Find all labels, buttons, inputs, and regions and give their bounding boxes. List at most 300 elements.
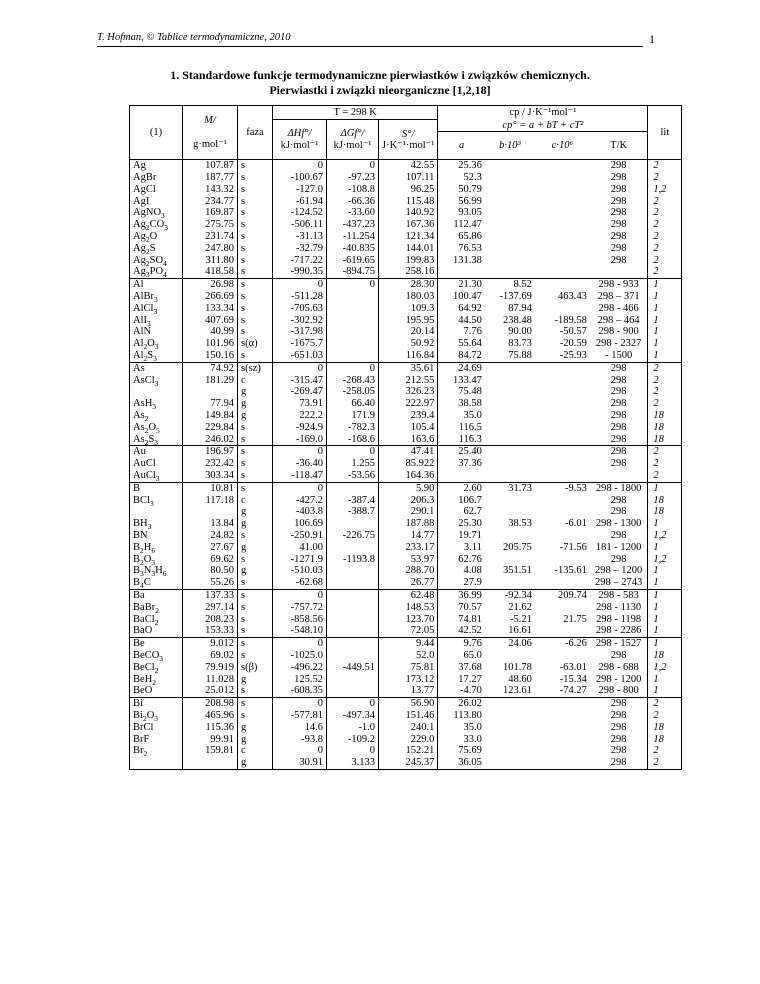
cell-cp-b xyxy=(485,434,535,446)
cell-cp-c: -9.53 xyxy=(535,482,590,494)
cell-cp-a: 62.7 xyxy=(438,506,485,518)
cell-lit-ref: 2 xyxy=(648,231,682,243)
cell-cp-a: 4.08 xyxy=(438,565,485,577)
cell-cp-b: 205.75 xyxy=(503,541,532,553)
cell-t-range: 298 - 583 xyxy=(590,589,648,601)
cell-dg: 1.255 xyxy=(327,458,379,470)
table-header xyxy=(130,106,682,160)
cell-phase: s xyxy=(238,207,273,219)
col-a-header: a xyxy=(438,132,485,160)
cell-cp-c xyxy=(535,422,590,434)
cell-cp-c xyxy=(535,266,590,278)
cell-dg: -226.75 xyxy=(327,530,379,542)
cell-molar-mass: 153.33 xyxy=(183,625,238,637)
cell-t-range: 298 xyxy=(610,530,627,541)
cell-entropy: 167.36 xyxy=(379,219,438,231)
cell-cp-c xyxy=(535,362,590,374)
cell-entropy: 5.90 xyxy=(379,482,438,494)
cell-entropy: 62.48 xyxy=(379,589,438,601)
cell-cp-b: 48.60 xyxy=(508,673,532,685)
cell-cp-c xyxy=(535,698,590,710)
cell-cp-b xyxy=(485,184,535,196)
cell-dg xyxy=(327,625,379,637)
cell-dh: -269.47 xyxy=(273,386,327,398)
col-dg-label: ΔGf°/ xyxy=(340,127,365,139)
cell-cp-c xyxy=(535,577,590,589)
table-row xyxy=(130,160,682,172)
cell-cp-a: 56.99 xyxy=(438,196,485,208)
cell-entropy: 326.23 xyxy=(379,386,438,398)
cell-entropy: 140.92 xyxy=(379,207,438,219)
cell-dh: -93.8 xyxy=(273,734,327,746)
title-line-2: Pierwiastki i związki nieorganiczne [1,2,18] xyxy=(269,83,491,97)
cell-formula: AlCl$_3$ xyxy=(133,302,158,315)
cell-entropy: 195.95 xyxy=(379,315,438,327)
cell-cp-b: 83.73 xyxy=(508,338,532,350)
cell-lit-ref: 18 xyxy=(648,506,682,518)
cell-cp-b xyxy=(485,470,535,482)
cell-cp-c: -15.34 xyxy=(559,673,587,685)
cell-dh: -548.10 xyxy=(273,625,327,637)
cell-cp-b: 351.51 xyxy=(503,565,532,577)
cell-phase: g xyxy=(238,722,273,734)
cell-lit-ref: 1,2 xyxy=(648,530,682,542)
cell-lit-ref: 1 xyxy=(648,279,682,291)
cell-lit-ref: 2 xyxy=(648,207,682,219)
cell-lit-ref: 1 xyxy=(648,577,682,589)
cell-formula: AsCl$_3$ xyxy=(133,374,159,387)
cell-formula: $BH_3$ xyxy=(133,518,152,530)
cell-molar-mass: 24.82 xyxy=(183,530,238,542)
cell-dg: -168.6 xyxy=(327,434,379,446)
cell-phase: s xyxy=(238,638,273,650)
cell-cp-a xyxy=(438,266,485,278)
cell-formula xyxy=(130,757,183,769)
cell-lit-ref: 2 xyxy=(648,196,682,208)
cell-t-range: 298 - 1800 xyxy=(590,482,648,494)
cell-dh: 0 xyxy=(273,589,327,601)
cell-cp-b xyxy=(485,231,535,243)
cell-cp-b: 123.61 xyxy=(503,685,532,697)
cell-cp-a: 112.47 xyxy=(438,219,485,231)
cell-cp-c xyxy=(535,231,590,243)
cell-cp-a: 3.11 xyxy=(438,542,485,554)
cell-lit-ref: 2 xyxy=(648,698,682,710)
cell-phase: s xyxy=(238,589,273,601)
cell-t-range: 298 - 1200 xyxy=(595,673,642,685)
table-row xyxy=(130,434,682,446)
cell-cp-b: 8.52 xyxy=(485,279,535,291)
cell-cp-c: -6.01 xyxy=(565,518,587,530)
cell-phase: g xyxy=(238,734,273,746)
cell-molar-mass: 77.94 xyxy=(183,398,238,410)
cell-dg xyxy=(327,638,379,650)
cp-group-header-2: cp° = a + bT + cT² xyxy=(438,120,648,132)
cell-lit-ref: 1 xyxy=(648,685,682,697)
cell-entropy: 116.84 xyxy=(379,350,438,362)
cell-t-range: 298 xyxy=(610,421,627,433)
cell-lit-ref: 2 xyxy=(648,446,682,458)
cell-cp-a: 52.3 xyxy=(438,172,485,184)
cell-formula: BaCl$_2$ xyxy=(133,613,159,626)
cell-cp-b: 87.94 xyxy=(508,302,532,314)
cell-dh: -124.52 xyxy=(273,207,327,219)
cell-dg: -108.8 xyxy=(327,184,379,196)
cell-entropy: 212.55 xyxy=(379,375,438,387)
cell-cp-c xyxy=(535,243,590,255)
cell-cp-b xyxy=(485,650,535,662)
cell-entropy: 233.17 xyxy=(379,542,438,554)
table-row xyxy=(130,350,682,362)
cell-molar-mass: 181.29 xyxy=(183,375,238,387)
cell-lit-ref: 18 xyxy=(648,722,682,734)
cell-formula: BeCl$_2$ xyxy=(133,661,159,674)
cell-dg: 0 xyxy=(327,279,379,291)
cell-entropy: 14.77 xyxy=(379,530,438,542)
cell-t-range: 298 xyxy=(610,172,627,184)
cell-molar-mass: 69.62 xyxy=(183,554,238,566)
cell-t-range: 298 xyxy=(590,446,648,458)
cell-cp-c: -6.26 xyxy=(535,638,590,650)
cell-dh: -717.22 xyxy=(273,255,327,267)
cell-lit-ref: 1 xyxy=(648,350,682,362)
cell-lit-ref: 1 xyxy=(648,291,682,303)
cell-formula: Ag xyxy=(133,160,146,172)
cell-t-range: 298 xyxy=(610,183,627,195)
cell-cp-a: 42.52 xyxy=(438,625,485,637)
cell-lit-ref: 1 xyxy=(648,303,682,315)
cell-entropy: 56.90 xyxy=(379,698,438,710)
cell-dh: -317.98 xyxy=(273,326,327,338)
cell-molar-mass: 407.69 xyxy=(183,315,238,327)
cell-t-range: 298 xyxy=(610,242,627,254)
table-row xyxy=(130,243,682,255)
cell-formula: BrCl xyxy=(133,721,154,733)
cell-cp-b xyxy=(485,446,535,458)
col-s-label: S°/ xyxy=(402,128,415,140)
cell-lit-ref: 2 xyxy=(648,266,682,278)
cell-dg: -268.43 xyxy=(327,375,379,387)
cell-dh: -608.35 xyxy=(273,685,327,697)
cell-dg: -1.0 xyxy=(327,722,379,734)
table-row xyxy=(130,625,682,637)
cell-t-range: 298 xyxy=(610,254,627,266)
cell-cp-a: 75.69 xyxy=(438,745,485,757)
cell-lit-ref: 18 xyxy=(648,410,682,422)
cell-molar-mass: 231.74 xyxy=(183,231,238,243)
cell-t-range: 298 xyxy=(610,733,627,745)
table-row xyxy=(130,745,682,757)
cell-dg: -619.65 xyxy=(327,255,379,267)
cell-molar-mass: 107.87 xyxy=(183,160,238,172)
cell-formula: BCl$_3$ xyxy=(133,494,154,507)
cell-t-range: 298 xyxy=(610,458,627,470)
cell-dg xyxy=(327,518,379,530)
cell-phase: g xyxy=(238,565,273,577)
cell-dg xyxy=(327,303,379,315)
table-row xyxy=(130,589,682,601)
cell-cp-c xyxy=(535,410,590,422)
cell-formula: $Ag_2SO_4$ xyxy=(133,254,167,267)
cell-molar-mass: 311.80 xyxy=(183,255,238,267)
cell-phase: g xyxy=(238,518,273,530)
cell-cp-c xyxy=(535,745,590,757)
cell-dg: 0 xyxy=(327,446,379,458)
cell-t-range: 298 - 2286 xyxy=(595,625,642,637)
cell-dh: 0 xyxy=(273,482,327,494)
cell-cp-a: 21.30 xyxy=(438,279,485,291)
cell-formula: $Ag_3PO_4$ xyxy=(133,266,167,279)
cell-cp-a: 37.36 xyxy=(438,458,485,470)
cell-phase: s xyxy=(238,303,273,315)
cell-formula: AuCl xyxy=(133,458,156,470)
cell-cp-c xyxy=(535,530,590,542)
col-b-header: b·10³ xyxy=(485,132,535,160)
page-title xyxy=(120,68,640,98)
cell-phase: s(sz) xyxy=(238,362,273,374)
cell-formula: AsH$_3$ xyxy=(133,398,157,411)
cell-cp-a: 65.0 xyxy=(438,650,485,662)
cell-lit-ref: 2 xyxy=(648,458,682,470)
cell-cp-c xyxy=(535,255,590,267)
cell-formula: $B_2H_6$ xyxy=(133,541,156,554)
cell-lit-ref: 1 xyxy=(648,518,682,530)
cell-molar-mass: 40.99 xyxy=(183,326,238,338)
table-row xyxy=(130,410,682,422)
cell-molar-mass: 11.028 xyxy=(183,674,238,686)
cell-entropy: 26.77 xyxy=(379,577,438,589)
table-row xyxy=(130,398,682,410)
cell-formula: $B_3N_3H_6$ xyxy=(133,565,167,578)
cell-cp-b xyxy=(485,734,535,746)
page-header xyxy=(97,32,655,47)
cell-formula: $As_2$ xyxy=(133,410,149,422)
cell-cp-c xyxy=(535,160,590,172)
cell-phase: g xyxy=(238,674,273,686)
table-row xyxy=(130,577,682,589)
cell-phase: s xyxy=(238,470,273,482)
cell-cp-c xyxy=(535,398,590,410)
cell-dg: 171.9 xyxy=(327,410,379,422)
cell-cp-b xyxy=(485,243,535,255)
cell-phase: s xyxy=(238,266,273,278)
cell-lit-ref: 1 xyxy=(648,565,682,577)
cell-cp-c xyxy=(535,710,590,722)
cell-t-range: 298 xyxy=(610,386,627,398)
cell-lit-ref: 2 xyxy=(648,243,682,255)
cell-t-range: 298 xyxy=(610,757,627,769)
cell-molar-mass: 133.34 xyxy=(183,303,238,315)
table-row xyxy=(130,231,682,243)
cell-t-range: 298 xyxy=(610,374,627,386)
cell-lit-ref: 2 xyxy=(648,172,682,184)
cell-cp-a: 93.05 xyxy=(438,207,485,219)
table-row xyxy=(130,482,682,494)
cell-entropy: 245.37 xyxy=(379,757,438,769)
cell-t-range: 298 xyxy=(610,709,627,721)
cell-cp-c: 463.43 xyxy=(558,291,587,303)
cell-t-range: 298 xyxy=(610,231,627,243)
cell-cp-a: 36.05 xyxy=(438,757,485,769)
cell-cp-c xyxy=(535,207,590,219)
cell-cp-a: 113.80 xyxy=(438,710,485,722)
table-body xyxy=(130,160,682,770)
cell-dh: -496.22 xyxy=(273,662,327,674)
cell-cp-c xyxy=(535,219,590,231)
cell-molar-mass: 79.919 xyxy=(183,662,238,674)
cell-cp-c xyxy=(535,506,590,518)
cell-cp-b: -5.21 xyxy=(510,613,532,625)
cell-lit-ref: 2 xyxy=(648,757,682,769)
cell-entropy: 107.11 xyxy=(379,172,438,184)
table-row xyxy=(130,291,682,303)
cell-molar-mass: 196.97 xyxy=(183,446,238,458)
cell-formula: BaO xyxy=(133,625,153,637)
cell-cp-a: 55.64 xyxy=(438,338,485,350)
cell-entropy: 72.05 xyxy=(379,625,438,637)
cell-molar-mass: 80.50 xyxy=(183,565,238,577)
table-row xyxy=(130,422,682,434)
cell-cp-b xyxy=(485,495,535,507)
cell-dh: -577.81 xyxy=(273,710,327,722)
cell-dh: 106.69 xyxy=(273,518,327,530)
cell-entropy: 50.92 xyxy=(379,338,438,350)
cell-cp-c xyxy=(535,495,590,507)
cell-lit-ref: 18 xyxy=(648,650,682,662)
cell-lit-ref: 1,2 xyxy=(648,184,682,196)
cell-dh: -100.67 xyxy=(273,172,327,184)
cell-entropy: 85.922 xyxy=(379,458,438,470)
col-dg-header xyxy=(327,120,379,160)
cell-formula: Al xyxy=(130,279,183,291)
table-row xyxy=(130,207,682,219)
table-row xyxy=(130,172,682,184)
cell-cp-a: 50.79 xyxy=(438,184,485,196)
cell-formula: BeH$_2$ xyxy=(133,673,157,686)
cell-formula: AuCl$_3$ xyxy=(133,470,160,483)
table-row xyxy=(130,734,682,746)
cell-t-range: 298 - 1198 xyxy=(596,613,642,625)
table-row xyxy=(130,495,682,507)
table-row xyxy=(130,638,682,650)
cell-lit-ref: 1,2 xyxy=(648,662,682,674)
cell-dg: -387.4 xyxy=(327,495,379,507)
cell-cp-c xyxy=(535,303,590,315)
cell-dh: -510.03 xyxy=(273,565,327,577)
table-row xyxy=(130,279,682,291)
cell-cp-a: 26.02 xyxy=(438,698,485,710)
cell-molar-mass: 10.81 xyxy=(183,482,238,494)
cell-formula: Be xyxy=(130,638,183,650)
cell-t-range: 298 xyxy=(610,553,627,565)
cell-formula: $Al_2S_3$ xyxy=(133,350,157,363)
cell-lit-ref: 1 xyxy=(648,326,682,338)
cell-molar-mass: 101.96 xyxy=(183,338,238,350)
cell-molar-mass: 99.91 xyxy=(183,734,238,746)
col-t-header: T/K xyxy=(590,132,648,160)
cell-phase: c xyxy=(238,495,273,507)
cell-dg: 0 xyxy=(327,698,379,710)
cell-dh: -169.0 xyxy=(273,434,327,446)
cell-dh: -1025.0 xyxy=(273,650,327,662)
table-row xyxy=(130,196,682,208)
cell-phase: s xyxy=(238,255,273,267)
cell-cp-a: 131.38 xyxy=(438,255,485,267)
cell-cp-b xyxy=(485,577,535,589)
cell-formula: BeO xyxy=(133,685,153,697)
cell-formula: $Bi_2O_3$ xyxy=(133,709,159,722)
cell-dg: -11.254 xyxy=(327,231,379,243)
cell-cp-a: 25.40 xyxy=(438,446,485,458)
cell-dg xyxy=(327,589,379,601)
table-row xyxy=(130,375,682,387)
cell-phase: g xyxy=(238,757,273,769)
cell-cp-a: 2.60 xyxy=(438,482,485,494)
cell-dh: -315.47 xyxy=(273,375,327,387)
cell-cp-b xyxy=(485,219,535,231)
cell-cp-c xyxy=(535,625,590,637)
cell-cp-c xyxy=(535,602,590,614)
cell-phase: s xyxy=(238,172,273,184)
title-line-1: 1. Standardowe funkcje termodynamiczne pierwiastków i związków chemicznych. xyxy=(170,68,590,82)
cell-cp-b: 38.53 xyxy=(508,518,532,530)
cell-entropy: 42.55 xyxy=(379,160,438,172)
table-row xyxy=(130,662,682,674)
cell-lit-ref: 1 xyxy=(648,338,682,350)
cell-dh: -506.11 xyxy=(273,219,327,231)
cell-dh: -1675.7 xyxy=(273,338,327,350)
cell-phase: s xyxy=(238,625,273,637)
cell-t-range: 298 xyxy=(610,219,627,231)
cell-lit-ref: 1 xyxy=(648,674,682,686)
cell-dg: -33.60 xyxy=(327,207,379,219)
cell-dh: -250.91 xyxy=(273,530,327,542)
col-m-header xyxy=(183,106,238,160)
cell-t-range: 298 xyxy=(610,398,627,410)
cell-phase: g xyxy=(238,542,273,554)
cell-cp-c xyxy=(535,554,590,566)
cell-dh: -427.2 xyxy=(273,495,327,507)
table-row xyxy=(130,674,682,686)
cell-phase: s(β) xyxy=(238,662,273,674)
cell-entropy: 199.83 xyxy=(379,255,438,267)
cell-molar-mass xyxy=(183,757,238,769)
cell-molar-mass xyxy=(183,386,238,398)
cell-entropy: 53.97 xyxy=(379,554,438,566)
cell-molar-mass: 137.33 xyxy=(183,589,238,601)
cell-molar-mass: 247.80 xyxy=(183,243,238,255)
t298-group-header: T = 298 K xyxy=(273,106,438,120)
cell-cp-c xyxy=(535,184,590,196)
cell-dg xyxy=(327,542,379,554)
cell-molar-mass xyxy=(183,506,238,518)
cell-phase: s xyxy=(238,554,273,566)
cell-entropy: 288.70 xyxy=(379,565,438,577)
cell-cp-a: 25.30 xyxy=(438,518,485,530)
cell-molar-mass: 275.75 xyxy=(183,219,238,231)
cell-formula: $Ag_2CO_3$ xyxy=(133,219,168,232)
cell-t-range: 298 xyxy=(610,721,627,733)
cell-cp-c xyxy=(535,446,590,458)
cell-formula xyxy=(130,506,183,518)
cell-cp-a: 33.0 xyxy=(438,734,485,746)
col-dh-header xyxy=(273,120,327,160)
cell-molar-mass: 208.98 xyxy=(183,698,238,710)
cell-lit-ref: 1,2 xyxy=(648,554,682,566)
cell-phase: s xyxy=(238,279,273,291)
cell-phase: s xyxy=(238,243,273,255)
cell-cp-a xyxy=(438,470,485,482)
